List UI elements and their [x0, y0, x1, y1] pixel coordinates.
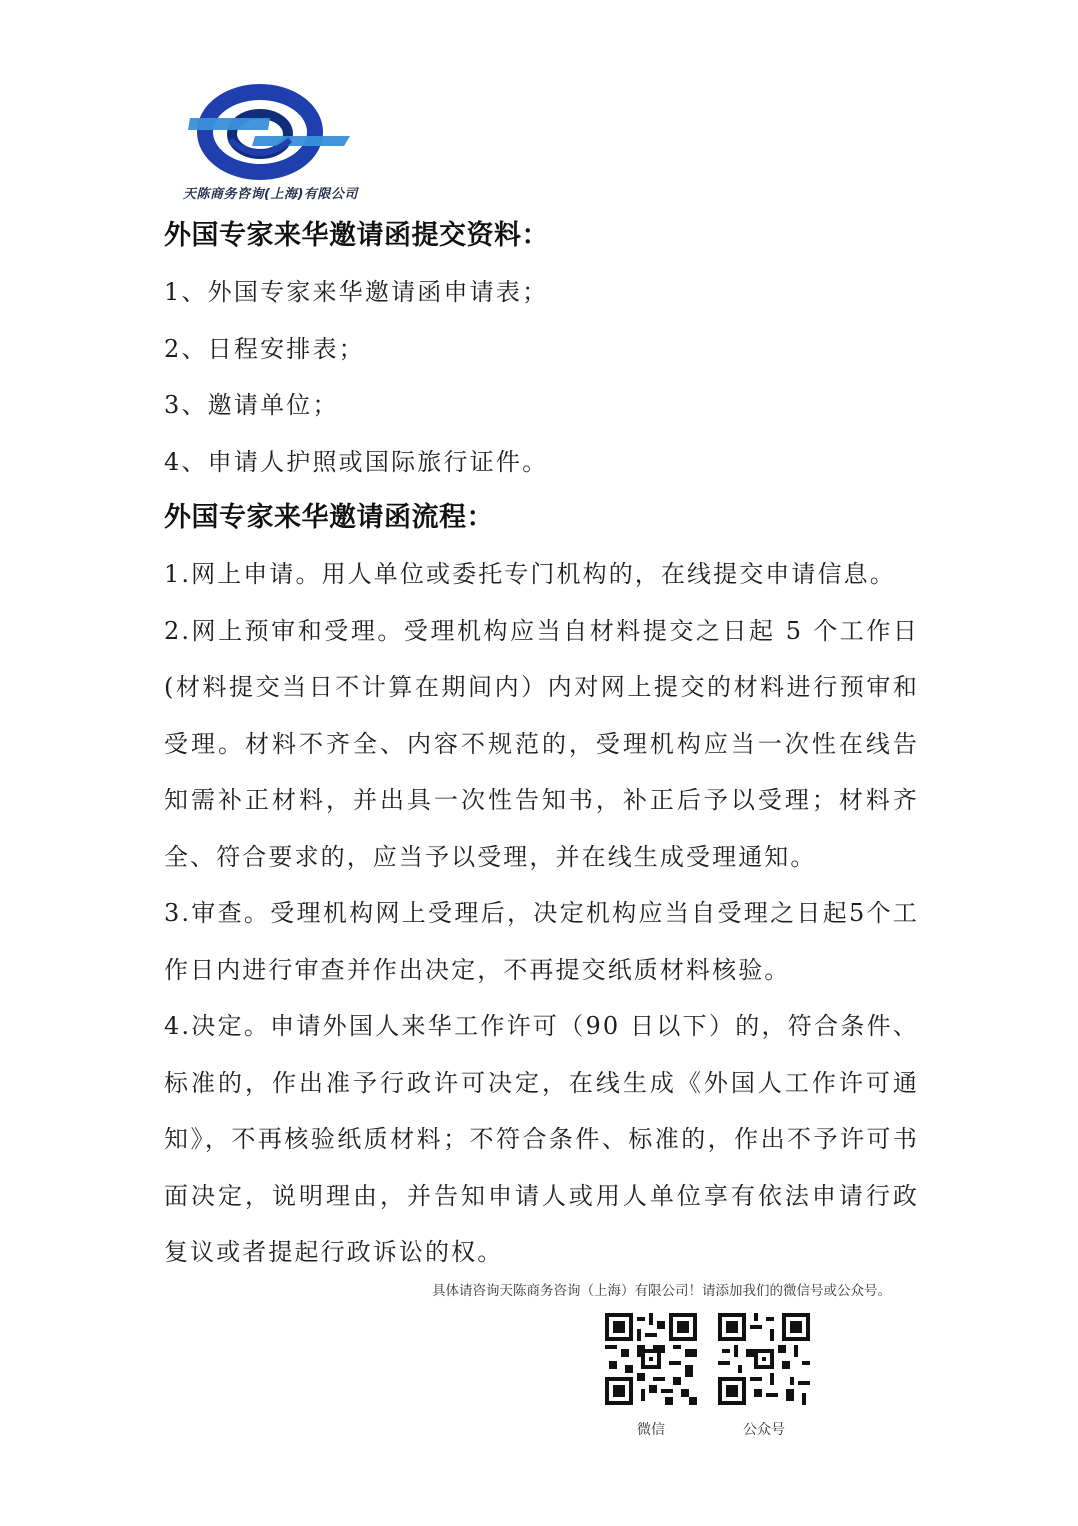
- wechat-qr-label: 微信: [637, 1422, 665, 1438]
- logo-caption: 天陈商务咨询(上海)有限公司: [183, 187, 358, 202]
- process-step-3: 3.审查。受理机构网上受理后，决定机构应当自受理之日起5个工作日内进行审查并作出决定，不再提交纸质材料核验。: [164, 899, 919, 984]
- wechat-qr-icon: [605, 1313, 697, 1405]
- materials-item-1: 1、外国专家来华邀请函申请表；: [164, 278, 549, 306]
- official-account-qr-icon: [718, 1313, 810, 1405]
- materials-item-3: 3、邀请单位；: [164, 391, 339, 419]
- process-step-2: 2.网上预审和受理。受理机构应当自材料提交之日起 5 个工作日(材料提交当日不计算在期间内）内对网上提交的材料进行预审和受理。材料不齐全、内容不规范的，受理机构应当一次性在线告知需补正材料，并出具一次性告知书，补正后予以受理；材料齐全、符合要求的，应当予以受理，并在线生成受理通知。: [164, 616, 919, 871]
- section-heading-materials: 外国专家来华邀请函提交资料：: [164, 220, 549, 251]
- official-account-qr-label: 公众号: [743, 1422, 785, 1438]
- process-step-1: 1.网上申请。用人单位或委托专门机构的，在线提交申请信息。: [164, 560, 896, 588]
- document-body: [164, 208, 919, 1281]
- materials-item-4: 4、申请人护照或国际旅行证件。: [164, 447, 549, 476]
- materials-item-2: 2、日程安排表；: [164, 334, 365, 363]
- section-heading-process: 外国专家来华邀请函流程：: [164, 502, 494, 533]
- contact-note: 具体请咨询天陈商务咨询（上海）有限公司！请添加我们的微信号或公众号。: [432, 1283, 891, 1299]
- process-step-4: 4.决定。申请外国人来华工作许可（90 日以下）的，符合条件、标准的，作出准予行政许可决定，在线生成《外国人工作许可通知》，不再核验纸质材料；不符合条件、标准的，作出不予许可书面决定，说明理由，并告知申请人或用人单位享有依法申请行政复议或者提起行政诉讼的权。: [164, 1012, 919, 1266]
